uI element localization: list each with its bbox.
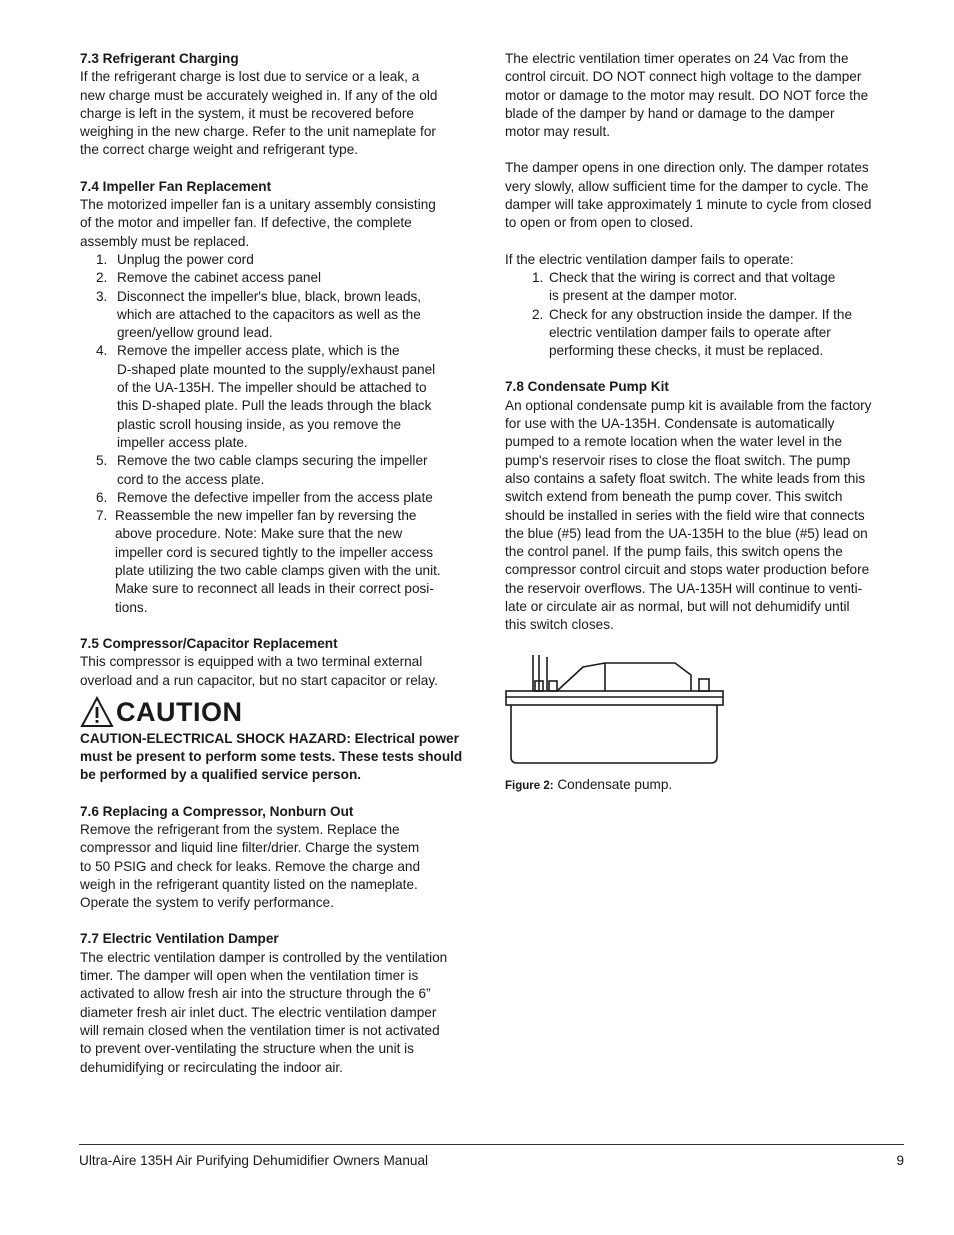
caution-header [80, 696, 480, 728]
paragraph: The damper opens in one direction only. The damper rotates very slowly, allow sufficient time for the damper to cycle. The damper will take approximately 1 minute to cycle from closed to open or from open to closed. [505, 160, 872, 231]
list-item: 1. Unplug the power cord [96, 251, 254, 267]
damper-rotation-paragraph [505, 159, 905, 232]
paragraph: If the electric ventilation damper fails to operate: [505, 251, 794, 267]
right-column [505, 50, 905, 795]
section-body: The electric ventilation damper is controlled by the ventilation timer. The damper will open when the ventilation timer is activated to allow fresh air into the structure through the 6” diameter fresh air inlet duct. The electric ventilation damper will remain closed when the ventilation timer is not activated to prevent over-ventilating the structure when the unit is dehumidifying or recirculating the indoor air. [80, 949, 448, 1075]
page-number: 9 [896, 1153, 904, 1168]
figure-caption-text: Condensate pump. [553, 776, 673, 792]
steps-list [80, 251, 480, 617]
steps-list [505, 269, 905, 360]
section-7-7 [80, 930, 480, 1076]
caution-title: CAUTION [116, 696, 243, 727]
list-item: 1. Check that the wiring is correct and that voltage is present at the damper motor. [532, 269, 836, 304]
section-body: This compressor is equipped with a two terminal external overload and a run capacitor, but no start capacitor or relay. [80, 654, 438, 688]
section-heading: 7.8 Condensate Pump Kit [505, 379, 669, 395]
list-item: 2. Check for any obstruction inside the damper. If the electric ventilation damper fails to operate after performing these checks, it must be replaced. [532, 306, 853, 359]
list-item: 7. Reassemble the new impeller fan by reversing the above procedure. Note: Make sure that the new impeller cord is secured tightly to the impeller access plate utilizing the two cable clamps given with the unit. Make sure to reconnect all leads in their correct posi- tions. [96, 508, 441, 615]
footer-title: Ultra-Aire 135H Air Purifying Dehumidifier Owners Manual [79, 1153, 429, 1168]
section-7-8 [505, 378, 905, 634]
list-item: 2. Remove the cabinet access panel [96, 270, 322, 286]
damper-voltage-paragraph [505, 50, 905, 141]
section-body: Remove the refrigerant from the system. Replace the compressor and liquid line filter/drier. Charge the system to 50 PSIG and check for leaks. Remove the charge and weigh in the refrigerant quantity listed on the nameplate. Operate the system to verify performance. [80, 821, 421, 911]
caution-text: CAUTION-ELECTRICAL SHOCK HAZARD: Electrical power must be present to perform some tests. These tests should be performed by a qualified service person. [80, 730, 463, 783]
figure-condensate-pump [505, 653, 905, 796]
section-heading: 7.7 Electric Ventilation Damper [80, 931, 279, 947]
section-heading: 7.6 Replacing a Compressor, Nonburn Out [80, 803, 354, 819]
list-item: 6. Remove the defective impeller from the access plate [96, 489, 433, 505]
caution-box [80, 696, 480, 785]
paragraph: The electric ventilation timer operates on 24 Vac from the control circuit. DO NOT connect high voltage to the damper motor or damage to the motor may result. DO NOT force the blade of the damper by hand or damage to the damper motor may result. [505, 51, 869, 140]
warning-triangle-icon [80, 696, 114, 728]
section-body: An optional condensate pump kit is available from the factory for use with the UA-135H. Condensate is automatically pumped to a remote location when the water level in the pump's reservoir rises to close the float switch. The pump also contains a safety float switch. The white leads from this switch extend from beneath the pump cover. This switch should be installed in series with the field wire that connects the blue (#5) lead from the UA-135H to the blue (#5) lead on the control panel. If the pump fails, this switch opens the compressor control circuit and stops water production before the reservoir overflows. The UA-135H will continue to venti- late or circulate air as normal, but will not dehumidify until this switch closes. [505, 397, 872, 633]
damper-troubleshooting [505, 251, 905, 361]
section-7-6 [80, 803, 480, 913]
footer-divider [79, 1144, 904, 1145]
section-body: If the refrigerant charge is lost due to service or a leak, a new charge must be accurately weighed in. If any of the old charge is left in the system, it must be recovered before weighing in the new charge. Refer to the unit nameplate for the correct charge weight and refrigerant type. [80, 69, 438, 158]
section-heading: 7.5 Compressor/Capacitor Replacement [80, 635, 338, 651]
list-item: 5. Remove the two cable clamps securing the impeller cord to the access plate. [96, 453, 428, 487]
section-7-3 [80, 50, 480, 160]
left-column [80, 50, 480, 1095]
section-heading: 7.3 Refrigerant Charging [80, 51, 239, 66]
section-7-4 [80, 178, 480, 617]
figure-label: Figure 2: [505, 779, 554, 792]
list-item: 3. Disconnect the impeller's blue, black, brown leads, which are attached to the capacitors as well as the green/yellow ground lead. [96, 288, 422, 341]
section-7-5 [80, 635, 480, 690]
section-body: The motorized impeller fan is a unitary assembly consisting of the motor and impeller fan. If defective, the complete assembly must be replaced. [80, 197, 436, 249]
list-item: 4. Remove the impeller access plate, which is the D-shaped plate mounted to the supply/exhaust panel of the UA-135H. The impeller should be attached to this D-shaped plate. Pull the leads through the black plastic scroll housing inside, as you remove the impeller access plate. [96, 343, 436, 450]
condensate-pump-illustration [505, 653, 727, 765]
section-heading: 7.4 Impeller Fan Replacement [80, 178, 272, 194]
figure-caption [505, 776, 905, 795]
